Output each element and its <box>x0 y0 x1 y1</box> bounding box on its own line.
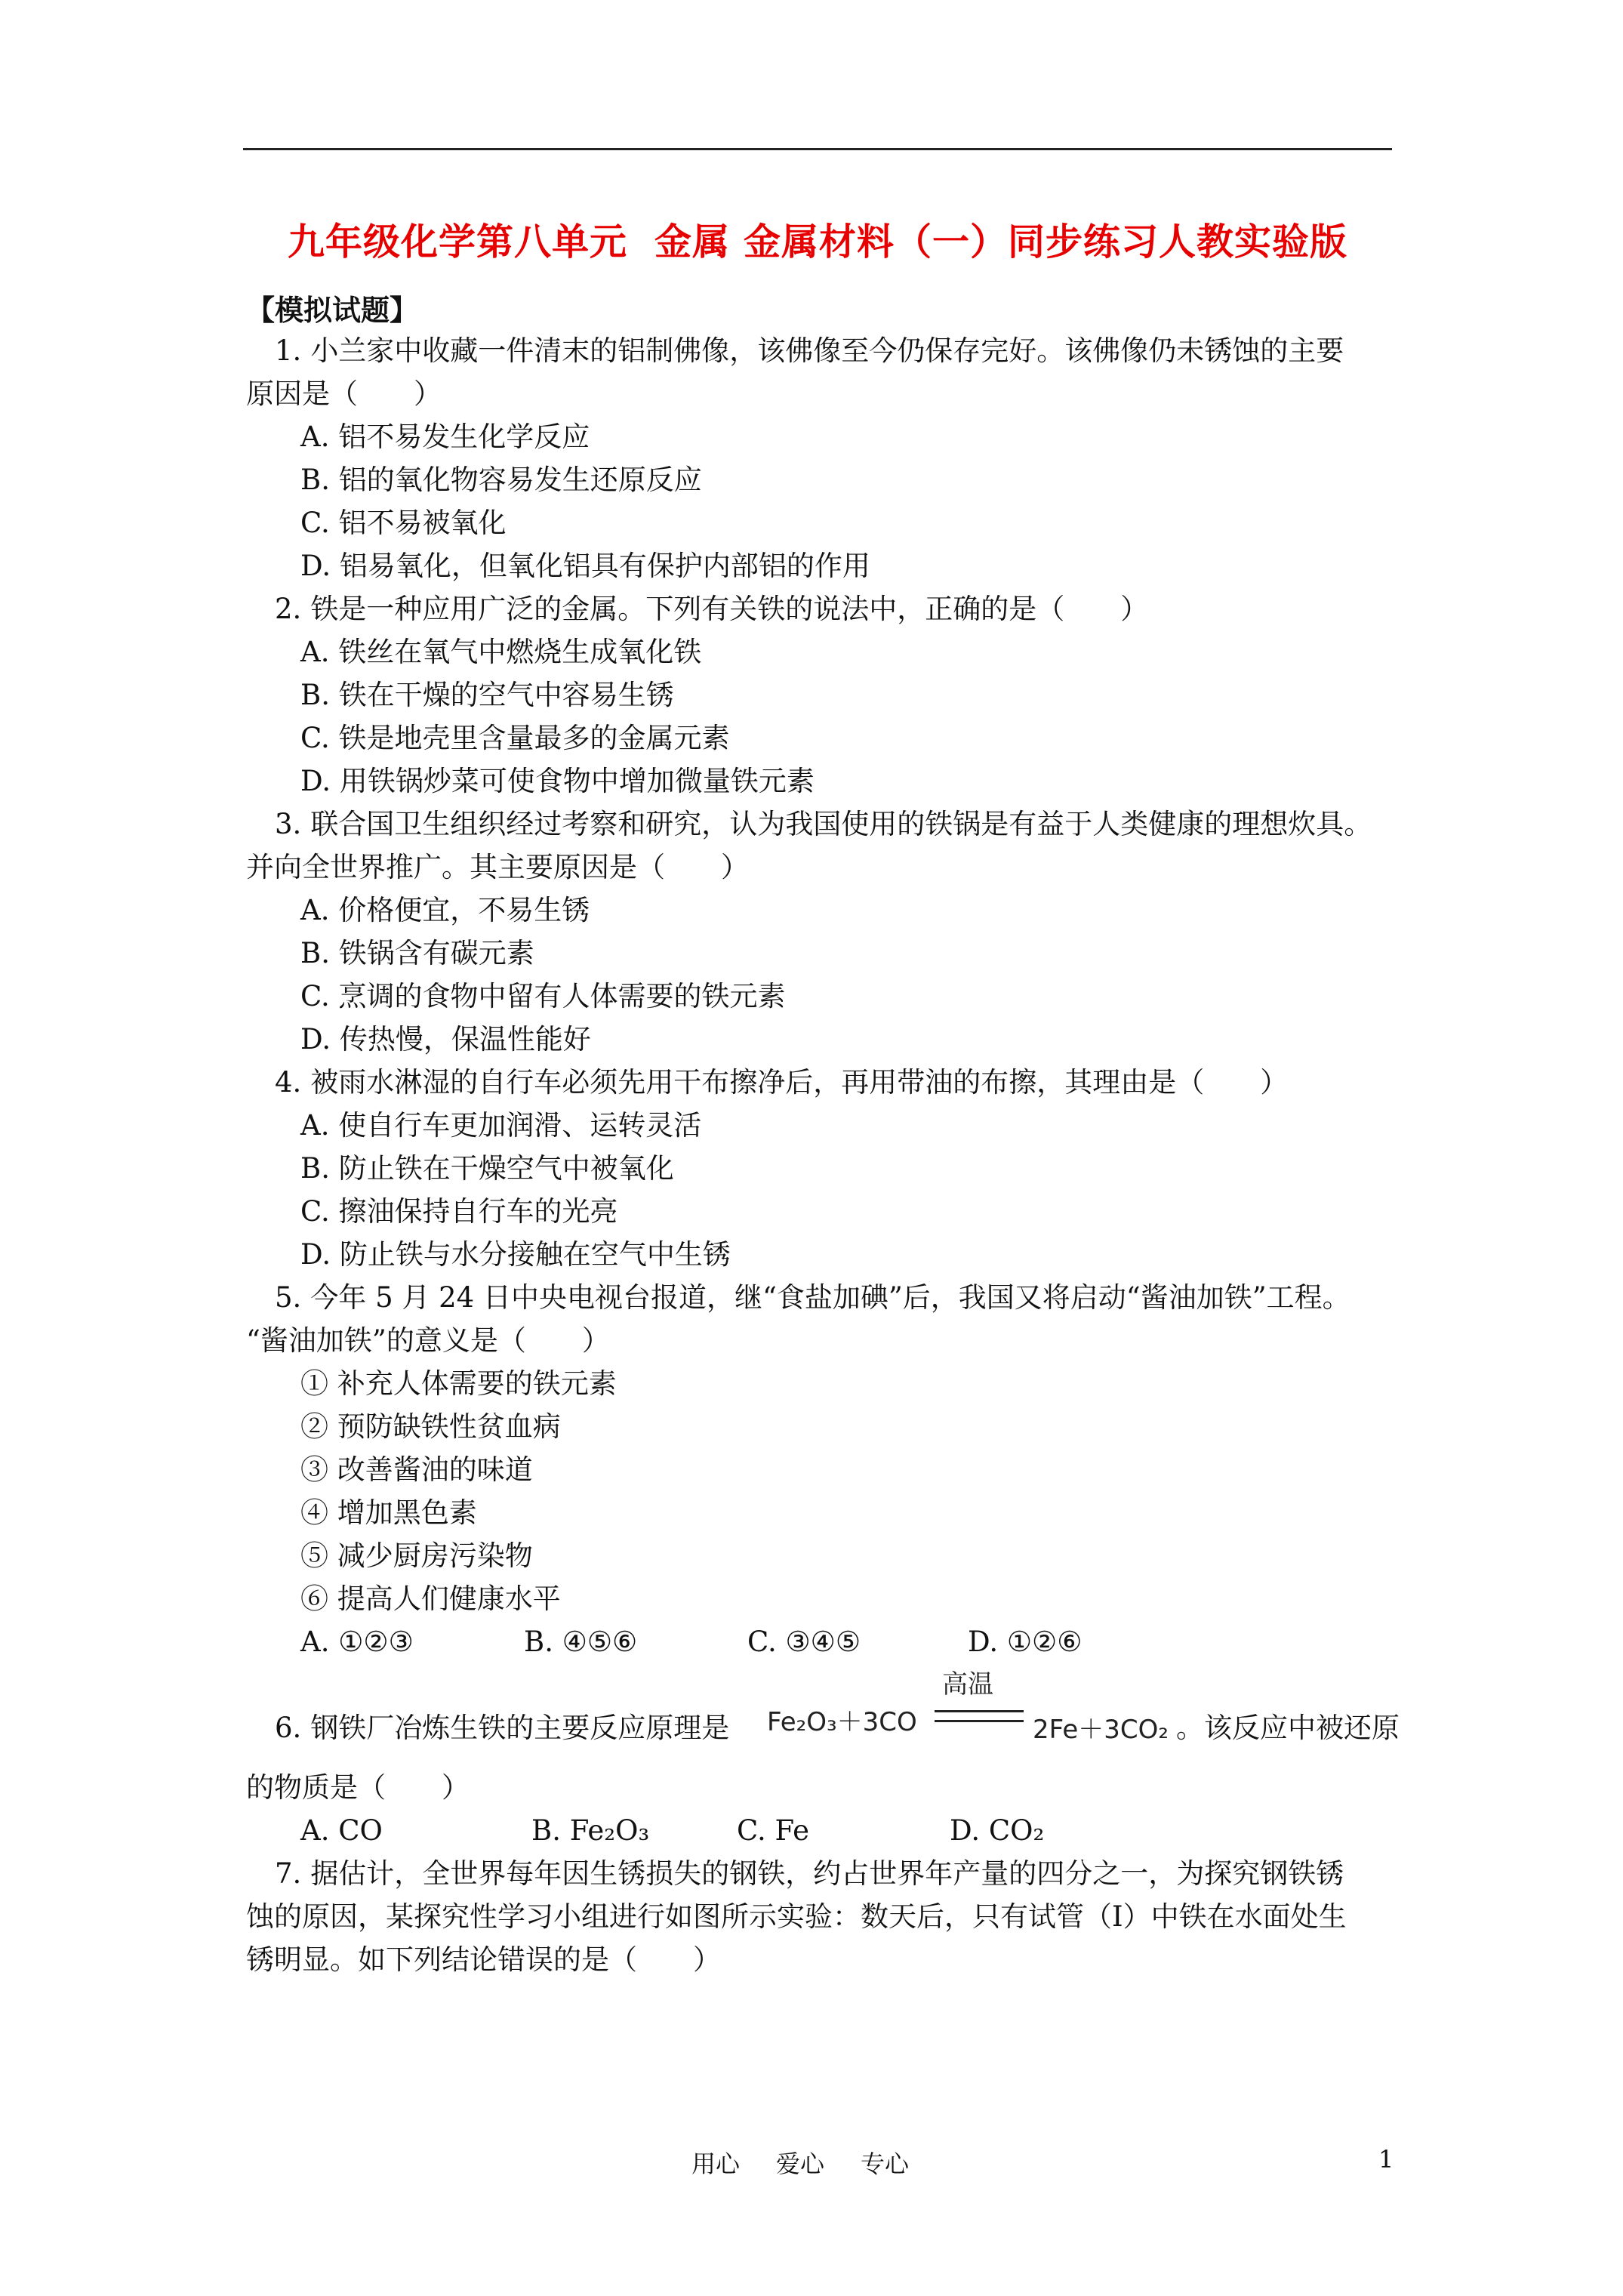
statement-4: ④ 增加黑色素 <box>300 1496 477 1529</box>
option-d: D. 铝易氧化，但氧化铝具有保护内部铝的作用 <box>300 550 870 582</box>
page-number: 1 <box>1378 2145 1394 2174</box>
question-stem-continued: 并向全世界推广。其主要原因是（ ） <box>246 851 749 883</box>
option-a: A. 使自行车更加润滑、运转灵活 <box>300 1109 702 1142</box>
option-b: B. 铁锅含有碳元素 <box>300 937 534 969</box>
header-rule <box>243 148 1392 150</box>
question-6-stem-line: 6. 钢铁厂冶炼生铁的主要反应原理是 Fe₂O₃＋3CO 高温 2Fe＋3CO₂ 。该反应中被还原 <box>246 1663 1395 1749</box>
question-stem: 联合国卫生组织经过考察和研究，认为我国使用的铁锅是有益于人类健康的理想炊具。 <box>310 808 1372 840</box>
question-6 <box>246 1663 1400 1852</box>
question-stem-continued: 的物质是（ ） <box>246 1771 470 1804</box>
question-stem: 被雨水淋湿的自行车必须先用干布擦净后，再用带油的布擦，其理由是（ ） <box>310 1066 1289 1099</box>
option-b: B. 铝的氧化物容易发生还原反应 <box>300 464 702 496</box>
statement-3: ③ 改善酱油的味道 <box>300 1453 533 1486</box>
choice-d: D. CO₂ <box>950 1814 1045 1847</box>
option-b: B. 防止铁在干燥空气中被氧化 <box>300 1152 674 1185</box>
choice-a: A. ①②③ <box>300 1626 414 1658</box>
question-stem: 小兰家中收藏一件清末的铝制佛像，该佛像至今仍保存完好。该佛像仍未锈蚀的主要 <box>310 334 1344 367</box>
question-1: 1. 小兰家中收藏一件清末的铝制佛像，该佛像至今仍保存完好。该佛像仍未锈蚀的主要 原因是（ ） A. 铝不易发生化学反应 B. 铝的氧化物容易发生还原反应 C. 铝不易被氧化 D. 铝易氧化，但氧化铝具有保护内部铝的作用 <box>246 329 1395 587</box>
statement-5: ⑤ 减少厨房污染物 <box>300 1539 533 1572</box>
choice-c: C. Fe <box>737 1814 810 1847</box>
question-stem-continued-2: 锈明显。如下列结论错误的是（ ） <box>246 1943 721 1976</box>
option-a: A. 价格便宜，不易生锈 <box>300 894 590 926</box>
option-d: D. 防止铁与水分接触在空气中生锈 <box>300 1238 731 1271</box>
equation-reactants: Fe₂O₃＋3CO <box>767 1707 917 1737</box>
question-3: 3. 联合国卫生组织经过考察和研究，认为我国使用的铁锅是有益于人类健康的理想炊具。 并向全世界推广。其主要原因是（ ） A. 价格便宜，不易生锈 B. 铁锅含有碳元素 C. 烹调的食物中留有人体需要的铁元素 D. 传热慢，保温性能好 <box>246 803 1395 1061</box>
question-5: 5. 今年 5 月 24 日中央电视台报道，继“食盐加碘”后，我国又将启动“酱油加铁”工程。 “酱油加铁”的意义是（ ） ① 补充人体需要的铁元素 ② 预防缺铁性贫血病 ③ 改善酱油的味道 ④ 增加黑色素 ⑤ 减少厨房污染物 ⑥ 提高人们健康水平 A. ①②③ B. ④⑤⑥ C. ③④⑤ D. ①②⑥ <box>246 1276 1395 1663</box>
question-7: 7. 据估计，全世界每年因生锈损失的钢铁，约占世界年产量的四分之一，为探究钢铁锈 蚀的原因，某探究性学习小组进行如图所示实验：数天后，只有试管（I）中铁在水面处生 锈明显。如下列结论错误的是（ ） <box>246 1852 1395 1981</box>
reaction-condition: 高温 <box>942 1669 993 1700</box>
question-4: 4. 被雨水淋湿的自行车必须先用干布擦净后，再用带油的布擦，其理由是（ ） A. 使自行车更加润滑、运转灵活 B. 防止铁在干燥空气中被氧化 C. 擦油保持自行车的光亮 D. 防止铁与水分接触在空气中生锈 <box>246 1061 1395 1276</box>
option-d: D. 传热慢，保温性能好 <box>300 1023 591 1056</box>
option-a: A. 铁丝在氧气中燃烧生成氧化铁 <box>300 636 702 668</box>
question-2: 2. 铁是一种应用广泛的金属。下列有关铁的说法中，正确的是（ ） A. 铁丝在氧气中燃烧生成氧化铁 B. 铁在干燥的空气中容易生锈 C. 铁是地壳里含量最多的金属元素 D. 用铁锅炒菜可使食物中增加微量铁元素 <box>246 587 1395 803</box>
document-title <box>243 213 1392 266</box>
footer-motto: 用心 爱心 专心 <box>691 2150 910 2178</box>
equation-double-line <box>935 1710 1024 1722</box>
option-c: C. 铝不易被氧化 <box>300 507 507 539</box>
choice-d: D. ①②⑥ <box>968 1626 1083 1658</box>
question-stem-continued: “酱油加铁”的意义是（ ） <box>246 1324 610 1357</box>
choice-b: B. Fe₂O₃ <box>531 1814 650 1847</box>
option-c: C. 烹调的食物中留有人体需要的铁元素 <box>300 980 786 1012</box>
choice-b: B. ④⑤⑥ <box>524 1626 638 1658</box>
option-c: C. 铁是地壳里含量最多的金属元素 <box>300 722 730 754</box>
question-stem: 今年 5 月 24 日中央电视台报道，继“食盐加碘”后，我国又将启动“酱油加铁”工程。 <box>310 1281 1350 1314</box>
question-stem-continued: 原因是（ ） <box>246 378 442 410</box>
question-stem-after-equation: 。该反应中被还原 <box>1176 1712 1400 1744</box>
question-stem: 钢铁厂冶炼生铁的主要反应原理是 <box>310 1712 730 1744</box>
statement-2: ② 预防缺铁性贫血病 <box>300 1410 561 1443</box>
title-part-2: 金属 金属材料（一）同步练习人教实验版 <box>654 220 1348 264</box>
question-list <box>246 329 1400 1981</box>
option-c: C. 擦油保持自行车的光亮 <box>300 1195 618 1228</box>
option-a: A. 铝不易发生化学反应 <box>300 421 590 453</box>
question-stem: 据估计，全世界每年因生锈损失的钢铁，约占世界年产量的四分之一，为探究钢铁锈 <box>310 1857 1344 1890</box>
choice-c: C. ③④⑤ <box>747 1626 861 1658</box>
equation-products: 2Fe＋3CO₂ <box>1033 1715 1169 1745</box>
statement-6: ⑥ 提高人们健康水平 <box>300 1583 561 1615</box>
title-part-1: 九年级化学第八单元 <box>287 220 627 264</box>
option-b: B. 铁在干燥的空气中容易生锈 <box>300 679 674 711</box>
choice-a: A. CO <box>300 1814 383 1847</box>
option-d: D. 用铁锅炒菜可使食物中增加微量铁元素 <box>300 765 815 797</box>
choice-row <box>246 1620 1395 1663</box>
question-stem-continued: 蚀的原因，某探究性学习小组进行如图所示实验：数天后，只有试管（I）中铁在水面处生 <box>246 1900 1347 1933</box>
statement-1: ① 补充人体需要的铁元素 <box>300 1367 617 1400</box>
section-heading: 【模拟试题】 <box>246 293 419 327</box>
question-stem: 铁是一种应用广泛的金属。下列有关铁的说法中，正确的是（ ） <box>310 593 1149 625</box>
choice-row <box>246 1809 1395 1852</box>
